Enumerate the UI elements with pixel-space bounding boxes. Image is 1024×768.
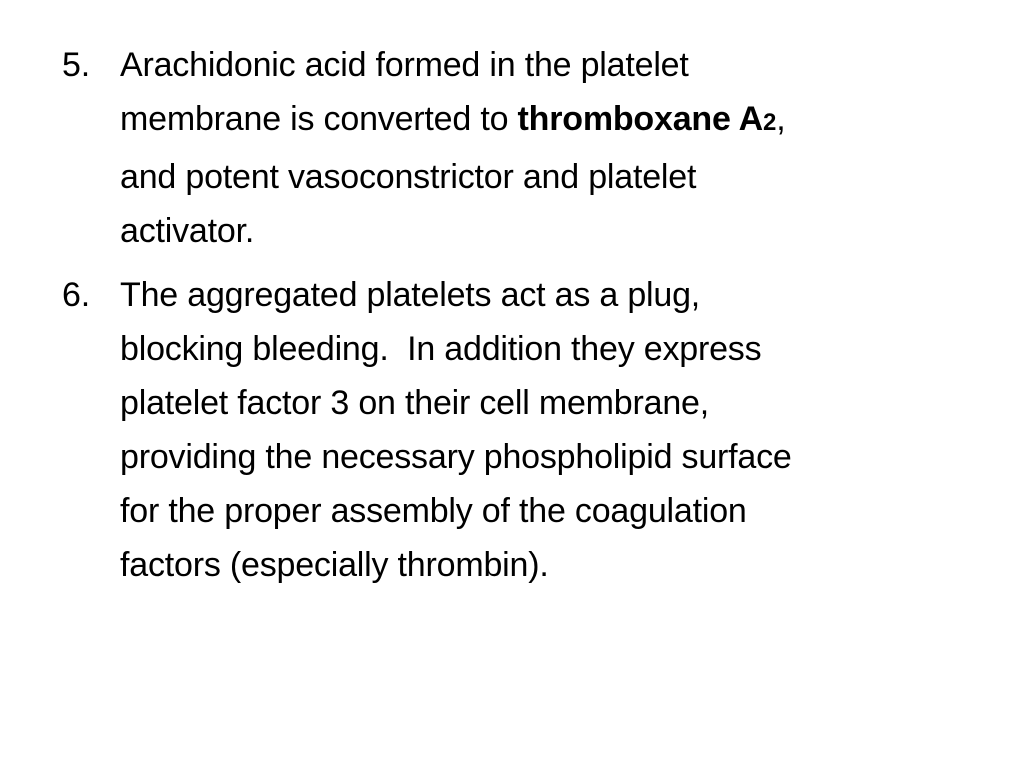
text-line: and potent vasoconstrictor and platelet <box>120 158 697 196</box>
text-line: Arachidonic acid formed in the platelet <box>120 46 689 84</box>
text-line: blocking bleeding. In addition they express <box>120 330 762 368</box>
text-line: factors (especially thrombin). <box>120 546 549 584</box>
bold-term: thromboxane A <box>517 100 764 138</box>
text-line <box>120 92 962 150</box>
text-line: for the proper assembly of the coagulation <box>120 492 747 530</box>
numbered-list <box>62 38 962 602</box>
list-item-6 <box>62 268 962 592</box>
text-line: providing the necessary phospholipid surface <box>120 438 792 476</box>
list-number: 5. <box>62 46 90 84</box>
text-line: The aggregated platelets act as a plug, <box>120 276 701 314</box>
text-line: activator. <box>120 212 255 250</box>
text-line: platelet factor 3 on their cell membrane, <box>120 384 709 422</box>
list-number: 6. <box>62 276 90 314</box>
subscript: 2 <box>763 109 777 136</box>
list-item-5 <box>62 38 962 258</box>
text-segment: , <box>776 100 786 138</box>
text-segment: membrane is converted to <box>120 100 518 138</box>
